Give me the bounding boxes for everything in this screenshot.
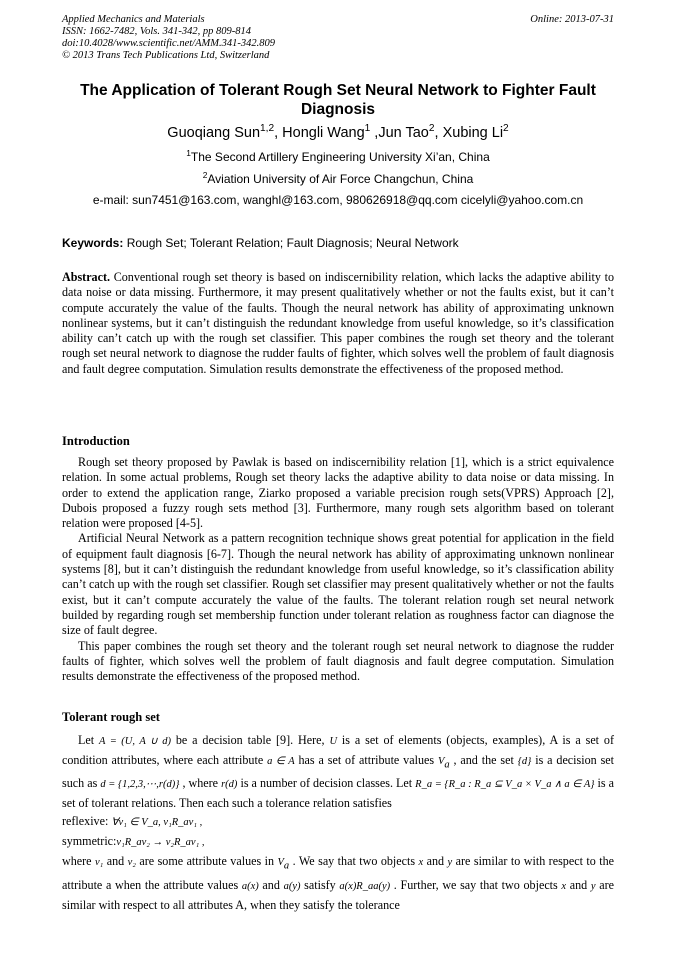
math-symbol: x <box>561 880 567 892</box>
math-subscript: a <box>283 860 290 872</box>
introduction-heading: Introduction <box>62 434 130 448</box>
math-table: A = (U, A ∪ d) <box>99 736 171 747</box>
abstract-text: Conventional rough set theory is based on indiscernibility relation, which lacks the adaptive ability to data noise or data missing. Furthermore, it may present qualitatively whether or not the faults exist, but it can’t compute accurately the value of the faults. Though the neural network has ability of approximating unknown nonlinear systems, but it can’t distinguish the redundant knowledge from useful knowledge, so it’s classification ability can’t catch up with the rough set classifier. This paper combines the rough set theory and the tolerant rough set neural network to diagnose the rudder faults of fighter, which solves well the problem of fault diagnosis and fault degree computation. Simulation results demonstrate the effectiveness of the proposed method. <box>62 270 614 376</box>
math-ay: a(y) <box>283 880 301 892</box>
journal-name: Applied Mechanics and Materials <box>62 14 205 25</box>
text-run: reflexive: <box>62 814 109 829</box>
math-symbol: x <box>418 857 424 869</box>
text-run: are some attribute values in <box>135 854 278 869</box>
paragraph <box>62 852 614 913</box>
text-run: satisfy <box>300 877 340 892</box>
text-run: where <box>62 854 95 869</box>
author-sup: 2 <box>428 123 435 135</box>
math-dset: {d} <box>517 756 532 767</box>
copyright: © 2013 Trans Tech Publications Ltd, Switzerland <box>62 50 270 61</box>
author-sup: 1,2 <box>260 123 275 135</box>
text-run: has a set of attribute values <box>294 753 438 767</box>
text-run: symmetric: <box>62 834 117 849</box>
math-symbol: y <box>447 857 453 869</box>
doi: doi:10.4028/www.scientific.net/AMM.341-342.809 <box>62 38 275 49</box>
keywords-label: Keywords: <box>62 236 124 250</box>
text-run: are similar with respect to all attributes A, when they satisfy the tolerance <box>62 877 615 912</box>
author-sup: 1 <box>364 123 371 135</box>
tolerant-rough-set-heading: Tolerant rough set <box>62 710 160 724</box>
abstract-label: Abstract. <box>62 270 111 284</box>
paragraph: Rough set theory proposed by Pawlak is based on indiscernibility relation [1], which is a strict equivalence relation. In some actual problems, Rough set theory lacks the adaptive ability to data noise or data missing. In order to extend the application range, Ziarko proposed a variable precision rough sets(VPRS) Approach [2], Dubois proposed a fuzzy rough sets method [3]. Furthermore, many rough sets algorithm based on tolerant relation were proposed [4-5]. <box>62 455 614 531</box>
math-symbol: v₂ <box>127 857 136 869</box>
text-run: . We say that two objects <box>289 854 419 869</box>
math-symbol: V <box>277 857 284 869</box>
affiliation-sup: 2 <box>202 170 208 180</box>
text-run: . Further, we say that two objects <box>390 877 562 892</box>
math-ra: R_a = {R_a : R_a ⊆ V_a × V_a ∧ a ∈ A} <box>415 779 595 791</box>
author-sep: , <box>274 125 283 141</box>
math-attr: a ∈ A <box>267 756 295 767</box>
symmetric-line <box>62 832 614 852</box>
math-symbol: V <box>437 756 445 767</box>
text-run: and <box>103 854 128 869</box>
text-run: are similar to with respect to the attribute a when the attribute values <box>62 854 614 892</box>
issn: ISSN: 1662-7482, Vols. 341-342, pp 809-814 <box>62 26 251 37</box>
text-run: is a set of tolerant relations. Then each such a tolerance relation satisfies <box>62 776 614 811</box>
author-sep: , <box>434 125 443 141</box>
math-rel: a(x)R_aa(y) <box>339 880 391 892</box>
math-symbol: U <box>329 736 338 747</box>
tolerant-rough-set-body <box>62 731 614 914</box>
paragraph: Artificial Neural Network as a pattern recognition technique shows great potential for application in the field of equipment fault diagnosis [6-7]. Though the neural network has ability of approximating unknown nonlinear systems [8], but it can’t distinguish the redundant knowledge from useful knowledge, so it’s classification ability can’t catch up with the rough set classifier. Rough set classifier may present qualitatively whether or not the faults exist, but it can’t compute accurately the value of the faults. The tolerant relation rough set neural network builded by regarding rough set membership function under tolerant relation as roughness factor can diagnose the size of fault degree. <box>62 531 614 638</box>
paragraph <box>62 731 614 812</box>
math-subscript: a <box>444 759 450 771</box>
affiliation-1 <box>62 150 614 164</box>
text-run: and <box>423 854 448 869</box>
math-rd: r(d) <box>221 779 238 791</box>
text-run: is a set of elements (objects, examples), A is a set of condition attributes, where each attribute <box>62 733 615 767</box>
author-list <box>62 124 614 142</box>
math-symbol: v₁ <box>94 857 104 869</box>
paper-title: The Application of Tolerant Rough Set Neural Network to Fighter Fault Diagnosis <box>80 82 596 118</box>
text-run: , and the set <box>449 753 518 767</box>
keywords <box>62 236 614 250</box>
paragraph: This paper combines the rough set theory and the tolerant rough set neural network to diagnose the rudder faults of fighter, which solves well the problem of fault diagnosis and fault degree computation. Simulation results demonstrate the effectiveness of the proposed method. <box>62 638 614 684</box>
journal-header <box>62 14 614 62</box>
math-symbol: y <box>590 880 596 892</box>
text-run: and <box>566 877 591 892</box>
author-name: Jun Tao <box>378 125 429 141</box>
affiliation-text: The Second Artillery Engineering University Xi’an, China <box>190 150 490 164</box>
online-date: Online: 2013-07-31 <box>530 14 614 25</box>
keywords-text: Rough Set; Tolerant Relation; Fault Diagnosis; Neural Network <box>123 236 459 250</box>
math-ax: a(x) <box>241 880 259 892</box>
text-run: Let <box>78 733 100 747</box>
text-run: is a number of decision classes. Let <box>237 776 416 791</box>
math-reflexive: ∀v₁ ∈ V_a, v₁R_av₁ , <box>111 817 203 829</box>
abstract <box>62 270 614 377</box>
author-name: Hongli Wang <box>282 125 365 141</box>
email-line: e-mail: sun7451@163.com, wanghl@163.com, 980626918@qq.com cicelyli@yahoo.com.cn <box>92 193 584 207</box>
affiliation-2 <box>62 172 614 186</box>
text-run: and <box>258 877 284 892</box>
introduction-body <box>62 455 614 684</box>
text-run: be a decision table [9]. Here, <box>170 733 330 747</box>
math-symmetric: v₁R_av₂ → v₂R_av₁ , <box>116 837 205 849</box>
reflexive-line <box>62 812 614 832</box>
text-run: , where <box>179 776 222 791</box>
author-name: Xubing Li <box>442 125 504 141</box>
text-run: is a decision set such as <box>62 753 615 791</box>
author-sep: , <box>370 125 379 141</box>
affiliation-text: Aviation University of Air Force Changchun, China <box>207 172 474 186</box>
math-d: d = {1,2,3,⋯,r(d)} <box>100 779 180 791</box>
author-name: Guoqiang Sun <box>167 125 261 141</box>
affiliation-sup: 1 <box>186 148 191 158</box>
author-sup: 2 <box>503 123 509 135</box>
